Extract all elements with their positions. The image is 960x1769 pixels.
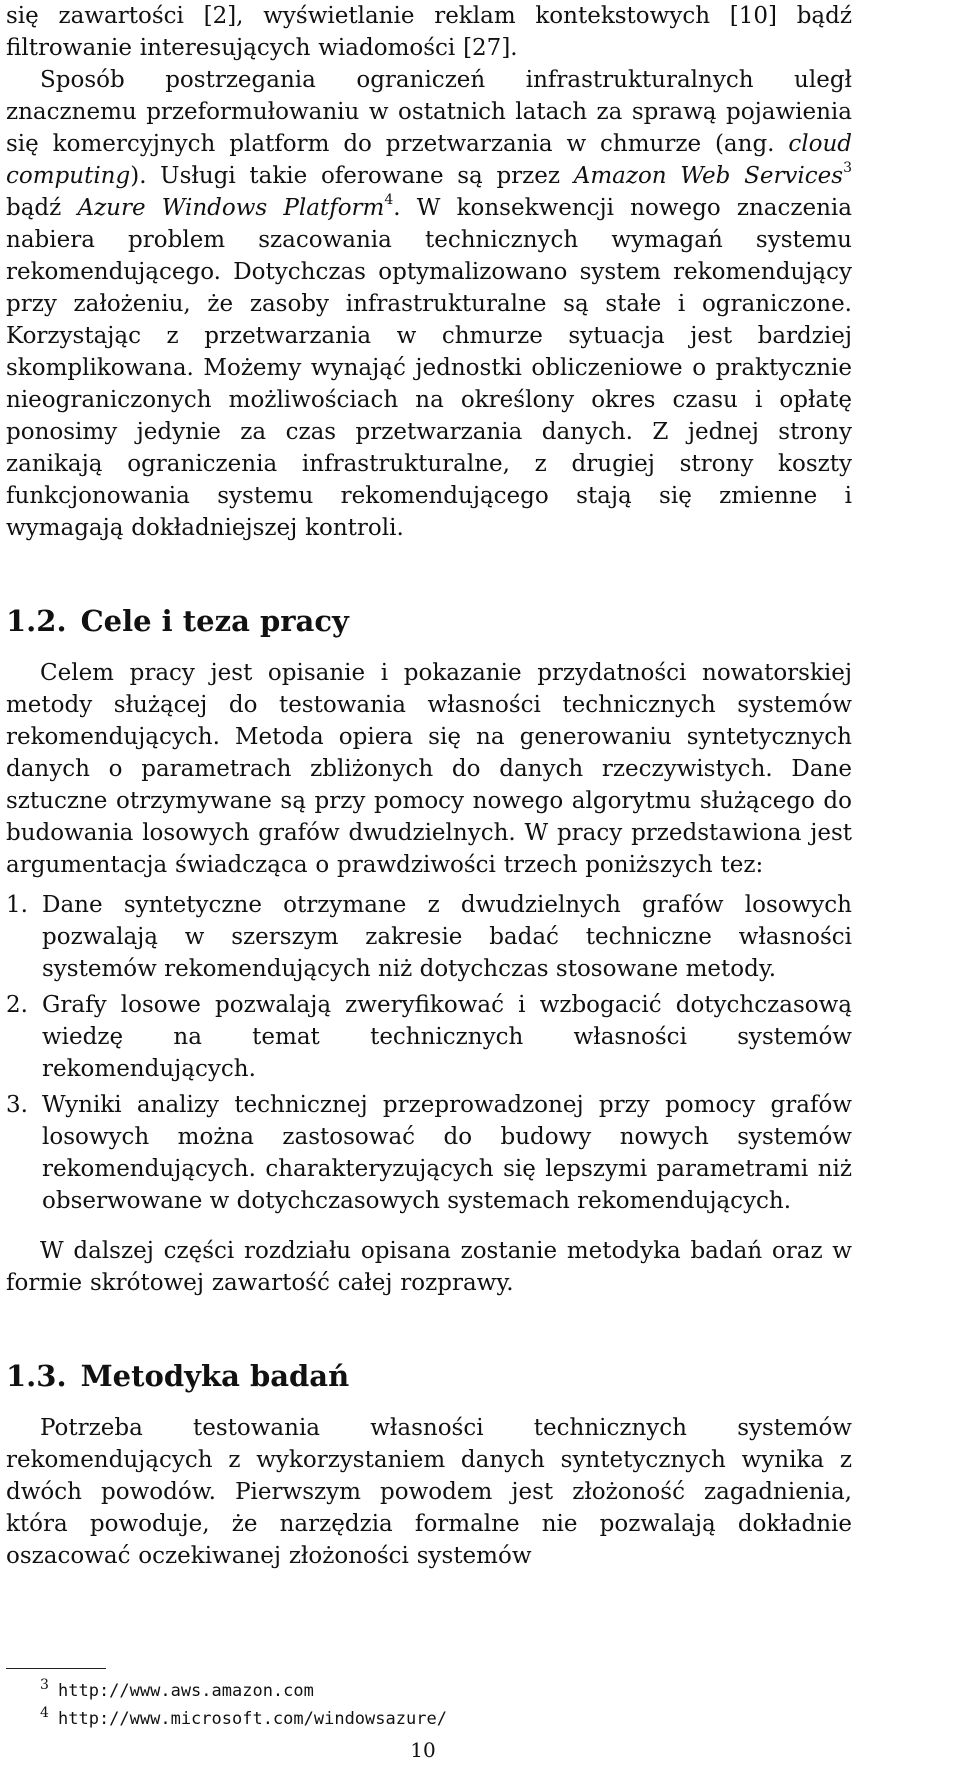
paragraph-methodology: Potrzeba testowania własności technicznych systemów rekomendujących z wykorzystaniem danych syntetycznych wynika z dwóch powodów. Pierwszym powodem jest złożoność zagadnienia, która powoduje, że narzędzia formalne nie pozwalają dokładnie oszacować oczekiwanej złożoności systemów <box>6 1415 852 1569</box>
footnote-ref-4: 4 <box>384 192 394 209</box>
footnote-4 <box>6 1705 852 1733</box>
paragraph-goals: Celem pracy jest opisanie i pokazanie przydatności nowatorskiej metody służącej do testowania własności technicznych systemów rekomendujących. Metoda opiera się na generowaniu syntetycznych danych o parametrach zbliżonych do danych rzeczywistych. Dane sztuczne otrzymywane są przy pomocy nowego algorytmu służącego do budowania losowych grafów dwudzielnych. W pracy przedstawiona jest argumentacja świadcząca o prawdziwości trzech poniższych tez: <box>6 660 852 878</box>
footnote-3 <box>6 1677 852 1705</box>
azure-name: Azure Windows Platform <box>77 195 385 221</box>
thesis-item <box>6 1089 852 1217</box>
section-title-1-2: Cele i teza pracy <box>80 604 349 638</box>
aws-name: Amazon Web Services <box>573 163 844 189</box>
footnotes <box>6 1668 852 1733</box>
thesis-number: 3. <box>6 1092 28 1118</box>
section-heading-1-3 <box>6 1358 852 1394</box>
thesis-text: Wyniki analizy technicznej przeprowadzonej przy pomocy grafów losowych można zastosować do budowy nowych systemów rekomendujących. charakteryzujących się lepszymi parametrami niż obserwowane w dotychczasowych systemach rekomendujących. <box>42 1092 852 1214</box>
cloud-or: bądź <box>6 195 78 221</box>
section-number-1-3: 1.3. <box>6 1359 67 1393</box>
footnote-mark-4: 4 <box>40 1705 49 1721</box>
paragraph-intro-tail: się zawartości [2], wyświetlanie reklam kontekstowych [10] bądź filtrowanie interesujących wiadomości [27]. <box>6 3 852 61</box>
footnote-url-azure[interactable]: http://www.microsoft.com/windowsazure/ <box>58 1709 447 1729</box>
section-title-1-3: Metodyka badań <box>80 1359 350 1393</box>
section-heading-1-2 <box>6 603 852 639</box>
section-number-1-2: 1.2. <box>6 604 67 638</box>
thesis-item <box>6 989 852 1085</box>
thesis-number: 1. <box>6 892 28 918</box>
footnote-url-aws[interactable]: http://www.aws.amazon.com <box>58 1681 314 1701</box>
cloud-computing-term: cloud computing <box>6 131 852 189</box>
thesis-number: 2. <box>6 992 28 1018</box>
paragraph-closing: W dalszej części rozdziału opisana zostanie metodyka badań oraz w formie skrótowej zawartość całej rozprawy. <box>6 1238 852 1296</box>
cloud-lead: Sposób postrzegania ograniczeń infrastrukturalnych uległ znacznemu przeformułowaniu w ostatnich latach za sprawą pojawienia się komercyjnych platform do przetwarzania w chmurze (ang. <box>6 67 852 157</box>
footnote-mark-3: 3 <box>40 1677 49 1693</box>
thesis-text: Dane syntetyczne otrzymane z dwudzielnych grafów losowych pozwalają w szerszym zakresie badać techniczne własności systemów rekomendujących niż dotychczas stosowane metody. <box>42 892 852 982</box>
thesis-text: Grafy losowe pozwalają zweryfikować i wzbogacić dotychczasową wiedzę na temat technicznych własności systemów rekomendujących. <box>42 992 852 1082</box>
cloud-rest: . W konsekwencji nowego znaczenia nabiera problem szacowania technicznych wymagań systemu rekomendującego. Dotychczas optymalizowano system rekomendujący przy założeniu, że zasoby infrastrukturalne są stałe i ograniczone. Korzystając z przetwarzania w chmurze sytuacja jest bardziej skomplikowana. Możemy wynająć jednostki obliczeniowe o praktycznie nieograniczonych możliwościach na określony okres czasu i opłatę ponosimy jedynie za czas przetwarzania danych. Z jednej strony zanikają ograniczenia infrastrukturalne, z drugiej strony koszty funkcjonowania systemu rekomendującego stają się zmienne i wymagają dokładniejszej kontroli. <box>6 195 852 541</box>
paragraph-cloud-computing <box>6 64 852 544</box>
cloud-mid: ). Usługi takie oferowane są przez <box>130 163 574 189</box>
footnote-ref-3: 3 <box>843 160 853 177</box>
footnote-rule <box>6 1668 106 1669</box>
thesis-item <box>6 889 852 985</box>
page-number: 10 <box>410 1738 436 1762</box>
theses-list <box>6 889 852 1217</box>
page-content <box>6 0 852 1572</box>
